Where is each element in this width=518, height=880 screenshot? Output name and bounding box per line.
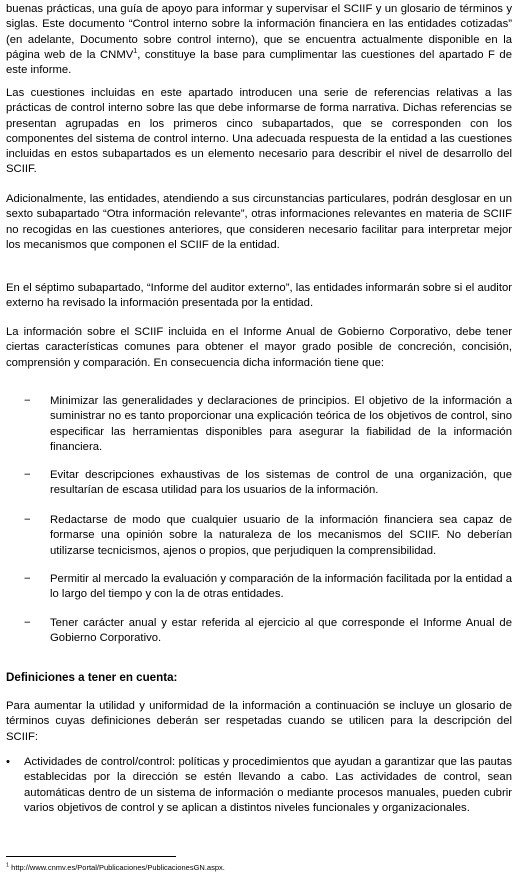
dash-marker: − — [24, 395, 31, 407]
footnote-number: 1 — [6, 862, 10, 869]
dash-marker: − — [24, 617, 31, 629]
footnote-link[interactable]: http://www.cnmv.es/Portal/Publicaciones/PublicacionesGN.aspx. — [11, 863, 225, 872]
list-item-text: Permitir al mercado la evaluación y comparación de la información facilitada por la entidad a lo largo del tiempo y con la de otras entidades. — [50, 573, 512, 601]
section-heading: Definiciones a tener en cuenta: — [6, 671, 178, 684]
footnote-ref: 1 — [133, 48, 138, 56]
list-item-text: Minimizar las generalidades y declaraciones de principios. El objetivo de la información a suministrar no es tanto proporcionar una explicación teórica de los objetivos de control, sino especificar las herramientas disponibles para asegurar la fiabilidad de la información financiera. — [50, 395, 512, 453]
paragraph-informacion-sciif: La información sobre el SCIIF incluida en el Informe Anual de Gobierno Corporativo, debe tener ciertas características comunes para obtener el mayor grado posible de concreción, concisión, comprensión y comparación. En consecuencia dicha información tiene que: — [6, 326, 512, 369]
dash-marker: − — [24, 514, 31, 526]
list-item-text: Redactarse de modo que cualquier usuario de la información financiera sea capaz de formarse una opinión sobre la naturaleza de los mecanismos del SCIIF. No deberían utilizarse tecnicismos, ajenos o propios, que perjudiquen la comprensibilidad. — [50, 514, 512, 557]
paragraph-definiciones-intro: Para aumentar la utilidad y uniformidad de la información a continuación se incluye un glosario de términos cuyas definiciones deberán ser respetadas cuando se utilicen para la descripción del SCIIF: — [6, 700, 512, 743]
list-item-text: Tener carácter anual y estar referida al ejercicio al que corresponde el Informe Anual de Gobierno Corporativo. — [50, 617, 512, 645]
bullet-marker: • — [6, 756, 10, 768]
paragraph-adicionalmente: Adicionalmente, las entidades, atendiendo a sus circunstancias particulares, podrán desglosar en un sexto subapartado “Otra información relevante”, otras informaciones relevantes en materia de SCIIF no recogidas en las cuestiones anteriores, que consideren necesario facilitar para interpretar mejor los mecanismos que componen el SCIIF de la entidad. — [6, 193, 512, 251]
paragraph-septimo: En el séptimo subapartado, “Informe del auditor externo”, las entidades informarán sobre si el auditor externo ha revisado la información presentada por la entidad. — [6, 282, 512, 310]
footnote — [6, 863, 512, 873]
paragraph-intro: buenas prácticas, una guía de apoyo para informar y supervisar el SCIIF y un glosario de términos y siglas. Este documento “Control interno sobre la información financiera en las entidades cotizadas” (en adelante, Documento sobre control interno), que se encuentra actualmente disponible en la página web de la CNMV$^1$, constituye la base para cumplimentar las cuestiones del apartado F de este informe. — [6, 3, 512, 77]
paragraph-cuestiones: Las cuestiones incluidas en este apartado introducen una serie de referencias relativas a las prácticas de control interno sobre las que debe informarse de forma narrativa. Dichas referencias se presentan agrupadas en los primeros cinco subapartados, que se corresponden con los componentes del sistema de control interno. Una adecuada respuesta de la entidad a las cuestiones incluidas en estos subapartados es un elemento necesario para describir el nivel de desarrollo del SCIIF. — [6, 87, 512, 176]
dash-marker: − — [24, 573, 31, 585]
footnote-divider — [6, 856, 176, 857]
dash-marker: − — [24, 469, 31, 481]
list-item-text: Actividades de control/control: políticas y procedimientos que ayudan a garantizar que las pautas establecidas por la dirección se estén llevando a cabo. Las actividades de control, sean automáticas dentro de un sistema de información o mediante procesos manuales, pueden cubrir varios objetivos de control y se aplican a distintos niveles funcionales y organizacionales. — [24, 756, 512, 814]
list-item-text: Evitar descripciones exhaustivas de los sistemas de control de una organización, que resultarían de escasa utilidad para los usuarios de la información. — [50, 469, 512, 497]
